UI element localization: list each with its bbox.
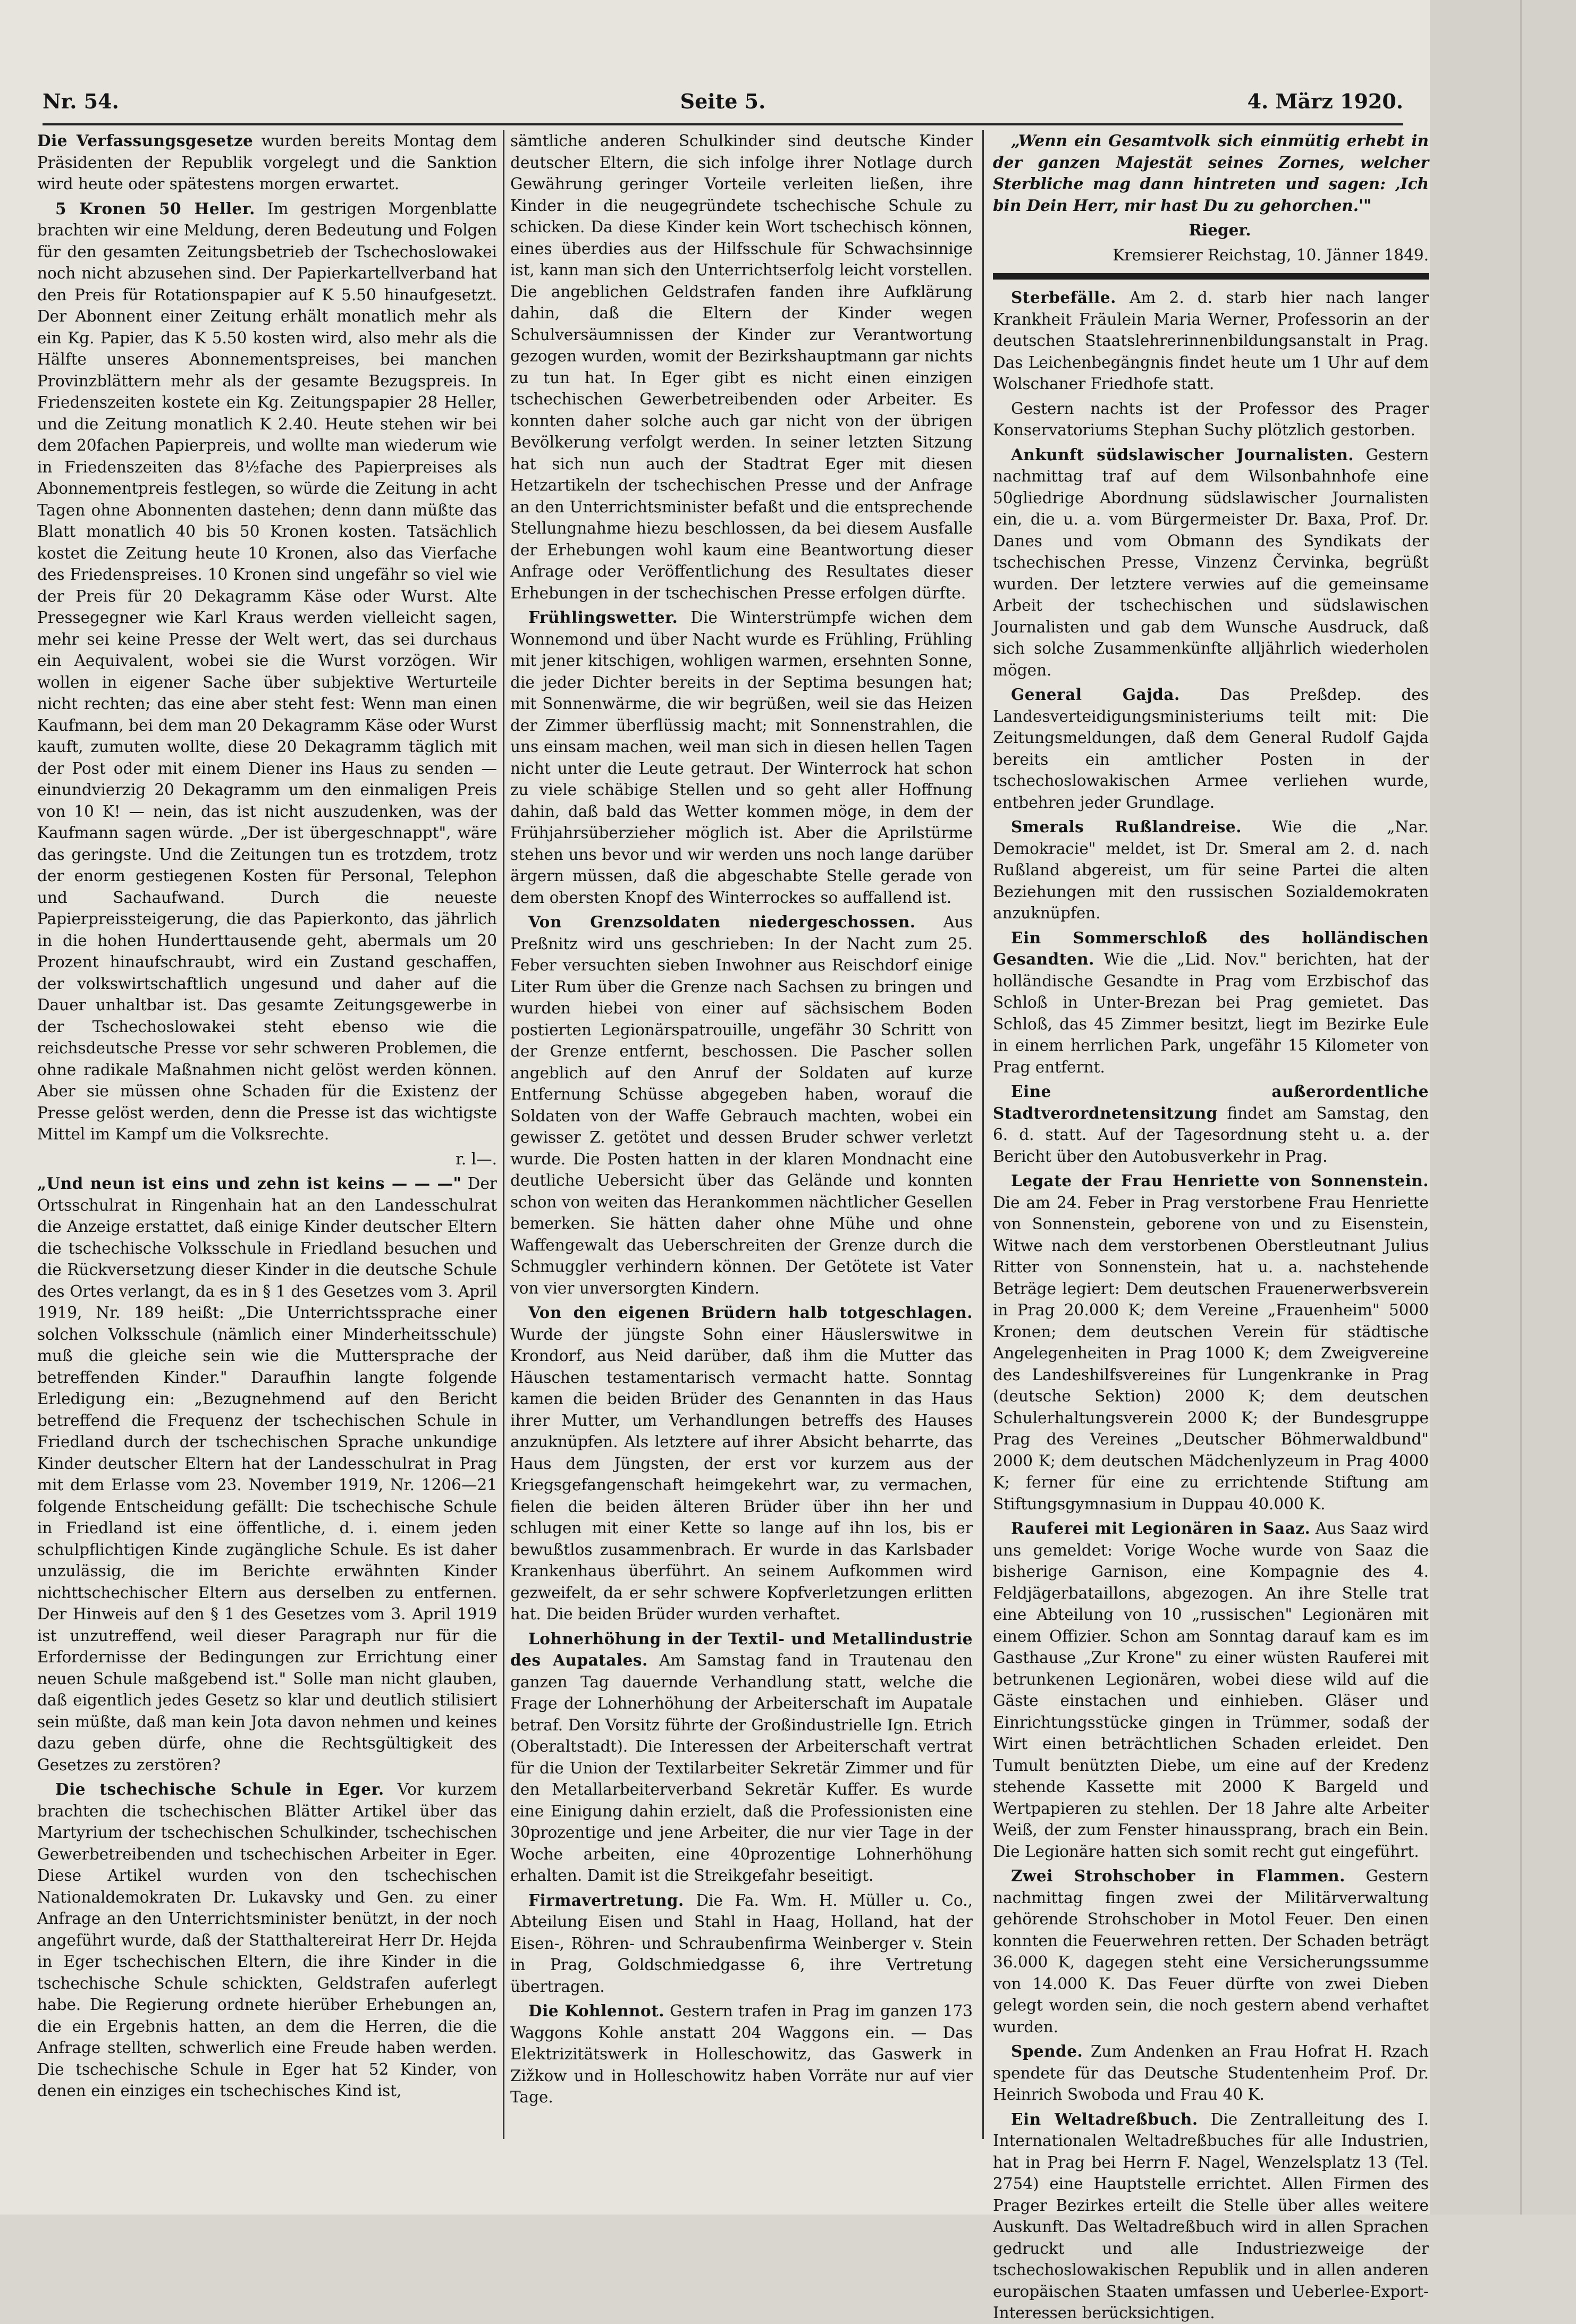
article <box>510 911 973 1299</box>
article <box>993 2109 1429 2324</box>
article-body: Gestern nachts ist der Professor des Prager Konservatoriums Stephan Suchy plötzlich gestorben. <box>993 399 1429 439</box>
article-headline: Legate der Frau Henriette von Sonnenstein. <box>1011 1171 1429 1190</box>
article-body: Der Ortsschulrat in Ringenhain hat an den Landesschulrat die Anzeige erstattet, daß einige Kinder deutscher Eltern die tschechische Volksschule in Friedland besuchen und die Rückversetzung dieser Kinder in die deutsche Schule des Ortes verlangt, da es in § 1 des Gesetzes vom 3. April 1919, Nr. 189 heißt: „Die Unterrichtssprache einer solchen Volksschule (nämlich einer Minderheitsschule) muß die gleiche sein wie die Muttersprache der betreffenden Kinder." Daraufhin langte folgende Erledigung ein: „Bezugnehmend auf den Bericht betreffend die Frequenz der tschechischen Schule in Friedland durch der tschechischen Sprache unkundige Kinder deutscher Eltern hat der Landesschulrat in Prag mit dem Erlasse vom 23. November 1919, Nr. 1206—21 folgende Entscheidung gefällt: Die tschechische Schule in Friedland ist eine öffentliche, d. i. einem jeden schulpflichtigen Kinde zugängliche Schule. Es ist daher unzulässig, die im Berichte erwähnten Kinder nichttschechischer Eltern aus derselben zu entfernen. Der Hinweis auf den § 1 des Gesetzes vom 3. April 1919 ist unzutreffend, weil dieser Paragraph nur für die Erfordernisse der Bedingungen zur Errichtung einer neuen Schule maßgebend ist." Solle man nicht glauben, daß eigentlich jedes Gesetz so klar und deutlich stilisiert sein müßte, daß man kein Jota davon nehmen und keines dazu geben dürfe, ohne die Rechtsgültigkeit des Gesetzes zu zerstören? <box>37 1174 498 1774</box>
article-headline: Die tschechische Schule in Eger. <box>55 1780 384 1798</box>
article <box>510 1628 973 1887</box>
article-headline: Zwei Strohschober in Flammen. <box>1011 1866 1345 1885</box>
article <box>993 1518 1429 1862</box>
article-body: Vor kurzem brachten die tschechischen Blätter Artikel über das Martyrium der tschechischen Schulkinder, tschechischen Gewerbetreibenden und tschechischen Arbeiter in Eger. Diese Artikel wurden von den tschechischen Nationaldemokraten Dr. Lukavsky und Gen. zu einer Anfrage an den Unterrichtsminister benützt, in der noch angeführt wurde, daß der Statthaltereirat Herr Dr. Hejda in Eger tschechischen Eltern, die ihre Kinder in die tschechische Schule schickten, Geldstrafen auferlegt habe. Die Regierung ordnete hierüber Erhebungen an, die ein Ergebnis hatten, an dem die Herren, die die Anfrage stellten, schwerlich eine Freude haben werden. Die tschechische Schule in Eger hat 52 Kinder, von denen ein einziges ein tschechisches Kind ist, <box>37 1780 498 2100</box>
article <box>37 1779 497 2102</box>
article <box>510 607 973 908</box>
article-headline: Die Verfassungsgesetze <box>37 131 254 150</box>
article-headline: Ein Weltadreßbuch. <box>1011 2109 1198 2128</box>
article <box>993 927 1429 1078</box>
article-headline: Frühlingswetter. <box>528 608 678 627</box>
article <box>993 2041 1429 2106</box>
article-headline: Firmavertretung. <box>528 1890 684 1909</box>
column-2 <box>510 130 973 2160</box>
scan-margin <box>1430 0 1576 2215</box>
header-rule <box>43 123 1403 125</box>
article-body: Gestern nachmittag fingen zwei der Militärverwaltung gehörende Strohschober in Motol Feuer. Den einen konnten die Feuerwehren retten. Der Schaden beträgt 36.000 K, dagegen steht eine Versicherungssumme von 14.000 K. Das Feuer dürfte von zwei Dieben gelegt worden sein, die noch gestern abend verhaftet wurden. <box>993 1867 1429 2036</box>
issue-date: 4. März 1920. <box>1247 89 1403 113</box>
quote-source: Kremsierer Reichstag, 10. Jänner 1849. <box>1113 246 1429 264</box>
article-headline: Ankunft südslawischer Journalisten. <box>1011 445 1354 464</box>
article-body: sämtliche anderen Schulkinder sind deutsche Kinder deutscher Eltern, die sich infolge ihrer Notlage durch Gewährung geringer Vorteile verleiten ließen, ihre Kinder in die neugegründete tschechische Schule zu schicken. Da diese Kinder kein Wort tschechisch können, eines überdies aus der Hilfsschule für Schwachsinnige ist, kann man sich den Unterrichtserfolg leicht vorstellen. Die angeblichen Geldstrafen fanden ihre Aufklärung dahin, daß die Eltern der Kinder wegen Schulversäumnissen der Kinder zur Verantwortung gezogen wurden, womit der Bezirkshauptmann gar nichts zu tun hat. In Eger gibt es nicht einen einzigen tschechischen Gewerbetreibenden oder Arbeiter. Es konnten daher solche auch gar nicht von der übrigen Bevölkerung verfolgt werden. In seiner letzten Sitzung hat sich nun auch der Stadtrat Eger mit diesen Hetzartikeln der tschechischen Presse und der Anfrage an den Unterrichtsminister befaßt und die entsprechende Stellungnahme hiezu beschlossen, da bei diesem Ausfalle der Erhebungen wohl kaum eine Beantwortung dieser Anfrage oder Veröffentlichung des Resultates dieser Erhebungen in der tschechischen Presse erfolgen dürfte. <box>510 132 973 602</box>
page-number: Seite 5. <box>680 89 766 113</box>
column-divider <box>503 130 504 2139</box>
article-body: Die Zentralleitung des I. Internationalen Weltadreßbuches für alle Industrien, hat in Prag bei Herrn F. Nagel, Wenzelsplatz 13 (Tel. 2754) eine Hauptstelle errichtet. Allen Firmen des Prager Bezirkes erteilt die Stelle über alles weitere Auskunft. Das Weltadreßbuch wird in allen Sprachen gedruckt und alle Industriezweige der tschechoslowakischen Republik und in allen anderen europäischen Staaten umfassen und Ueberlee-Export-Interessen berücksichtigen. <box>993 2110 1429 2322</box>
article-body: Gestern nachmittag traf auf dem Wilsonbahnhofe eine 50gliedrige Abordnung südslawischer Journalisten ein, die u. a. vom Bürgermeister Dr. Baxa, Prof. Dr. Danes und vom Obmann des Syndikats der tschechischen Presse, Vinzenz Červinka, begrüßt wurden. Der letztere verwies auf die gemeinsame Arbeit der tschechischen und südslawischen Journalisten und gab dem Wunsche Ausdruck, daß sich solche Zusammenkünfte alljährlich wiederholen mögen. <box>993 445 1429 679</box>
article <box>993 1865 1429 2038</box>
article-body: Wie die „Nar. Demokracie" meldet, ist Dr. Smeral am 2. d. nach Rußland abgereist, um für seine Partei die alten Beziehungen mit den russischen Sozialdemokraten anzuknüpfen. <box>993 818 1429 922</box>
column-1 <box>37 130 497 2160</box>
article-body: Die Winterstrümpfe wichen dem Wonnemond und über Nacht wurde es Frühling, Frühling mit jener kitschigen, wohligen warmen, ersehnten Sonne, die jeder Dichter bereits in der Septima besungen hat; mit Sonnenwärme, die wir begrüßen, weil sie das Heizen der Zimmer überflüssig macht; mit Sonnenstrahlen, die uns einsam machen, weil man sich in diesen hellen Tagen nicht unter die Leute getraut. Der Winterrock hat schon zu viele schäbige Stellen und so geht aller Hoffnung dahin, daß bald das Wetter kommen möge, in dem der Frühjahrsüberzieher möglich ist. Aber die Aprilstürme stehen uns bevor und wir werden uns noch lange darüber ärgern müssen, daß die abgeschabte Stelle gerade von dem obersten Knopf des Winterrockes so auffallend ist. <box>510 609 973 907</box>
article-body: Am Samstag fand in Trautenau den ganzen Tag dauernde Verhandlung statt, welche die Frage der Lohnerhöhung der Arbeiterschaft im Aupatale betraf. Den Vorsitz führte der Großindustrielle Ign. Etrich (Oberaltstadt). Die Interessen der Arbeiterschaft vertrat für die Union der Textilarbeiter Sekretär Zimmer und für den Metallarbeiterverband Sekretär Kuffer. Es wurde eine Einigung dahin erzielt, daß die Professionisten eine 30prozentige und jene Arbeiter, die nur vier Tage in der Woche arbeiten, eine 40prozentige Lohnerhöhung erhalten. Damit ist die Streikgefahr beseitigt. <box>510 1651 973 1884</box>
article-body: Die Fa. Wm. H. Müller u. Co., Abteilung Eisen und Stahl in Haag, Holland, hat der Eisen-, Röhren- und Schraubenfirma Weinberger v. Stein in Prag, Goldschmiedgasse 6, ihre Vertretung übertragen. <box>510 1891 973 1996</box>
article-headline: Eine außerordentliche Stadtverordnetensitzung <box>993 1082 1429 1122</box>
article-body: Das Preßdep. des Landesverteidigungsministeriums teilt mit: Die Zeitungsmeldungen, daß dem General Rudolf Gajda bereits ein amtlicher Posten in der tschechoslowakischen Armee verliehen wurde, entbehren jeder Grundlage. <box>993 686 1429 812</box>
article <box>993 1170 1429 1515</box>
article-headline: Smerals Rußlandreise. <box>1011 817 1242 836</box>
issue-number: Nr. 54. <box>43 89 119 113</box>
article <box>37 198 497 1145</box>
article-headline: Sterbefälle. <box>1011 288 1116 307</box>
article-headline: 5 Kronen 50 Heller. <box>55 199 255 218</box>
article-body: Aus Preßnitz wird uns geschrieben: In der Nacht zum 25. Feber versuchten sieben Inwohner aus Reischdorf einige Liter Rum über die Grenze nach Sachsen zu bringen und wurden hiebei von einer auf sächsischem Boden postierten Legionärspatrouille, ungefähr 30 Schritt von der Grenze entfernt, beschossen. Die Pascher sollen angeblich auf den Anruf der Soldaten auf kurze Entfernung Schüsse abgegeben haben, worauf die Soldaten von der Waffe Gebrauch machten, wobei ein gewisser Z. getötet und dessen Bruder schwer verletzt wurde. Die Posten hatten in der klaren Mondnacht eine deutliche Uebersicht über das Gelände und konnten schon von weiten das Herankommen nächtlicher Gesellen bemerken. Sie hätten daher ohne Mühe und ohne Waffengewalt das Ueberschreiten der Grenze durch die Schmuggler verhindern können. Der Getötete ist Vater von vier unversorgten Kindern. <box>510 913 973 1297</box>
article-body: Wurde der jüngste Sohn einer Häuslerswitwe in Krondorf, aus Neid darüber, daß ihm die Mutter das Häuschen testamentarisch vermacht hatte. Sonntag kamen die beiden Brüder des Genannten in das Haus ihrer Mutter, um Verhandlungen betreffs des Hauses anzuknüpfen. Als letztere auf ihrer Absicht beharrte, das Haus dem Jüngsten, der erst vor kurzem aus der Kriegsgefangenschaft heimgekehrt war, zu vermachen, fielen die beiden älteren Brüder über ihn her und schlugen mit einer Kette so lange auf ihn los, bis er bewußtlos zusammenbrach. Er wurde in das Karlsbader Krankenhaus überführt. An seinem Aufkommen wird gezweifelt, da er sehr schwere Kopfverletzungen erlitten hat. Die beiden Brüder wurden verhaftet. <box>510 1325 973 1623</box>
article <box>993 398 1429 441</box>
article-headline: Die Kohlennot. <box>528 2001 665 2020</box>
article-body: Aus Saaz wird uns gemeldet: Vorige Woche wurde von Saaz die bisherige Garnison, eine Kompagnie des 4. Feldjägerbataillons, abgezogen. An ihre Stelle trat eine Abteilung von 10 „russischen" Legionären mit einem Offizier. Schon am Sonntag darauf kam es im Gasthause „Zur Krone" zu einer wüsten Rauferei mit betrunkenen Legionären, wobei diese wild auf die Gäste einstachen und einhieben. Gläser und Einrichtungsstücke gingen in Trümmer, sodaß der Wirt einen beträchtlichen Schaden erleidet. Den Tumult benützten Diebe, um eine auf der Kredenz stehende Kassette mit 2000 K Bargeld und Wertpapieren zu stehlen. Der 18 Jahre alte Arbeiter Weiß, der zum Fenster hinaussprang, brach ein Bein. Die Legionäre hatten sich somit recht gut eingeführt. <box>993 1519 1429 1861</box>
article <box>993 287 1429 395</box>
article-body: wurden bereits Montag dem Präsidenten der Republik vorgelegt und die Sanktion wird heute oder spätestens morgen erwartet. <box>37 132 497 193</box>
article <box>993 1081 1429 1167</box>
article-headline: General Gajda. <box>1011 685 1180 704</box>
article-body: Zum Andenken an Frau Hofrat H. Rzach spendete für das Deutsche Studentenheim Prof. Dr. Heinrich Swoboda und Frau 40 K. <box>993 2042 1429 2103</box>
article <box>37 1173 497 1776</box>
article-headline: Von Grenzsoldaten niedergeschossen. <box>528 912 916 931</box>
page-header <box>43 80 1403 122</box>
article-headline: Von den eigenen Brüdern halb totgeschlagen. <box>528 1303 973 1322</box>
article <box>510 1302 973 1625</box>
quote-author: Rieger. <box>1189 221 1251 239</box>
section-rule <box>993 273 1429 280</box>
article <box>37 130 497 195</box>
article-headline: „Und neun ist eins und zehn ist keins — — —" <box>37 1174 462 1193</box>
article-body: findet am Samstag, den 6. d. statt. Auf der Tagesordnung steht u. a. der Bericht über den Autobusverkehr in Prag. <box>993 1104 1429 1165</box>
article-body: Gestern trafen in Prag im ganzen 173 Waggons Kohle anstatt 204 Waggons ein. — Das Elektrizitätswerk in Holleschowitz, das Gaswerk in Zižkow und in Holleschowitz haben Vorräte nur auf vier Tage. <box>510 2002 973 2106</box>
article-headline: Ein Sommerschloß des holländischen Gesandten. <box>993 928 1429 968</box>
column-3 <box>993 130 1429 2322</box>
scan-edge <box>1520 0 1522 2215</box>
article-body: Die am 24. Feber in Prag verstorbene Frau Henriette von Sonnenstein, geborene von und zu Eisenstein, Witwe nach dem verstorbenen Oberstleutnant Julius Ritter von Sonnenstein, hat u. a. nachstehende Beträge legiert: Dem deutschen Frauenerwerbsverein in Prag 20.000 K; dem Vereine „Frauenheim" 5000 Kronen; dem deutschen Verein für städtische Angelegenheiten in Prag 1000 K; dem Zweigvereine des Landeshilfsvereines für Lungenkranke in Prag (deutsche Sektion) 2000 K; dem deutschen Schulerhaltungsverein 2000 K; der Bundesgruppe Prag des Vereines „Deutscher Böhmerwaldbund" 2000 K; dem deutschen Mädchenlyzeum in Prag 4000 K; ferner für eine zu errichtende Stiftung am Stiftungsgymnasium in Duppau 40.000 K. <box>993 1193 1429 1513</box>
article <box>510 1890 973 1998</box>
article-headline: Rauferei mit Legionären in Saaz. <box>1011 1519 1311 1537</box>
article <box>993 816 1429 924</box>
article-headline: Lohnerhöhung in der Textil- und Metallindustrie des Aupatales. <box>510 1629 973 1669</box>
column-divider <box>982 130 984 2139</box>
article-headline: Spende. <box>1011 2042 1083 2060</box>
article <box>993 684 1429 813</box>
article-body: Im gestrigen Morgenblatte brachten wir eine Meldung, deren Bedeutung und Folgen für den gesamten Zeitungsbetrieb der Tschechoslowakei noch nicht abzusehen sind. Der Papierkartellverband hat den Preis für Rotationspapier auf K 5.50 hinaufgesetzt. Der Abonnent einer Zeitung erhält monatlich mehr als ein Kg. Papier, das K 5.50 kosten wird, also mehr als die Hälfte unseres Abonnementspreises, bei manchen Provinzblättern mehr als der gesamte Bezugspreis. In Friedenszeiten kostete ein Kg. Zeitungspapier 28 Heller, und die Zeitung monatlich K 2.40. Heute stehen wir bei dem 20fachen Papierpreis, und wollte man wiederum wie in Friedenszeiten das 8½fache des Papierpreises als Abonnementpreis festlegen, so würde die Zeitung in acht Tagen ohne Abonnenten dastehen; denn dann müßte das Blatt monatlich 40 bis 50 Kronen kosten. Tatsächlich kostet die Zeitung heute 10 Kronen, also das Vierfache des Friedenspreises. 10 Kronen sind ungefähr so viel wie der Preis für 20 Dekagramm Käse oder Wurst. Alte Pressegegner wie Karl Kraus werden vielleicht sagen, mehr sei keine Presse der Welt wert, das sei durchaus ein Aequivalent, wobei sie die Wurst vorzögen. Wir wollen in eigener Sache über subjektive Werturteile nicht rechten; das eine aber steht fest: Wenn man einen Kaufmann, bei dem man 20 Dekagramm Käse oder Wurst kauft, zumuten wollte, diese 20 Dekagramm täglich mit der Post oder mit einem Diener ins Haus zu senden — einundvierzig 20 Dekagramm um den einmaligen Preis von 10 K! — nein, das ist nicht auszudenken, was der Kaufmann sagen würde. „Der ist übergeschnappt", wäre das geringste. Und die Zeitungen tun es trotzdem, trotz der enorm gestiegenen Kosten für Personal, Telephon und Sachaufwand. Durch die neueste Papierpreissteigerung, die das Papierkonto, das jährlich in die hohen Hunderttausende geht, abermals um 20 Prozent hinaufschraubt, wird ein Zustand geschaffen, der volkswirtschaftlich ungesund und daher auf die Dauer unhaltbar ist. Das gesamte Zeitungsgewerbe in der Tschechoslowakei steht ebenso wie die reichsdeutsche Presse vor sehr schweren Problemen, die ohne radikale Maßnahmen nicht gelöst werden können. Aber sie müssen ohne Schaden für die Existenz der Presse gelöst werden, denn die Presse ist das wichtigste Mittel im Kampf um die Volksrechte. <box>37 199 497 1143</box>
article-body: Wie die „Lid. Nov." berichten, hat der holländische Gesandte in Prag vom Erzbischof das Schloß in Unter-Brezan bei Prag gemietet. Das Schloß, das 45 Zimmer besitzt, liegt im Bezirke Eule in einem herrlichen Park, ungefähr 15 Kilometer von Prag entfernt. <box>993 950 1429 1076</box>
article <box>510 2000 973 2108</box>
article-continued <box>510 130 973 604</box>
article-body: Am 2. d. starb hier nach langer Krankheit Fräulein Maria Werner, Professorin an der deutschen Staatslehrerinnenbildungsanstalt in Prag. Das Leichenbegängnis findet heute um 1 Uhr auf dem Wolschaner Friedhofe statt. <box>993 289 1429 393</box>
author-signature: r. l—. <box>456 1150 497 1168</box>
motto-quote: „Wenn ein Gesamtvolk sich einmütig erhebt in der ganzen Majestät seines Zornes, welcher Sterbliche mag dann hintreten und sagen: ‚Ich bin Dein Herr, mir hast Du zu gehorchen.'" <box>993 131 1429 215</box>
article <box>993 444 1429 681</box>
